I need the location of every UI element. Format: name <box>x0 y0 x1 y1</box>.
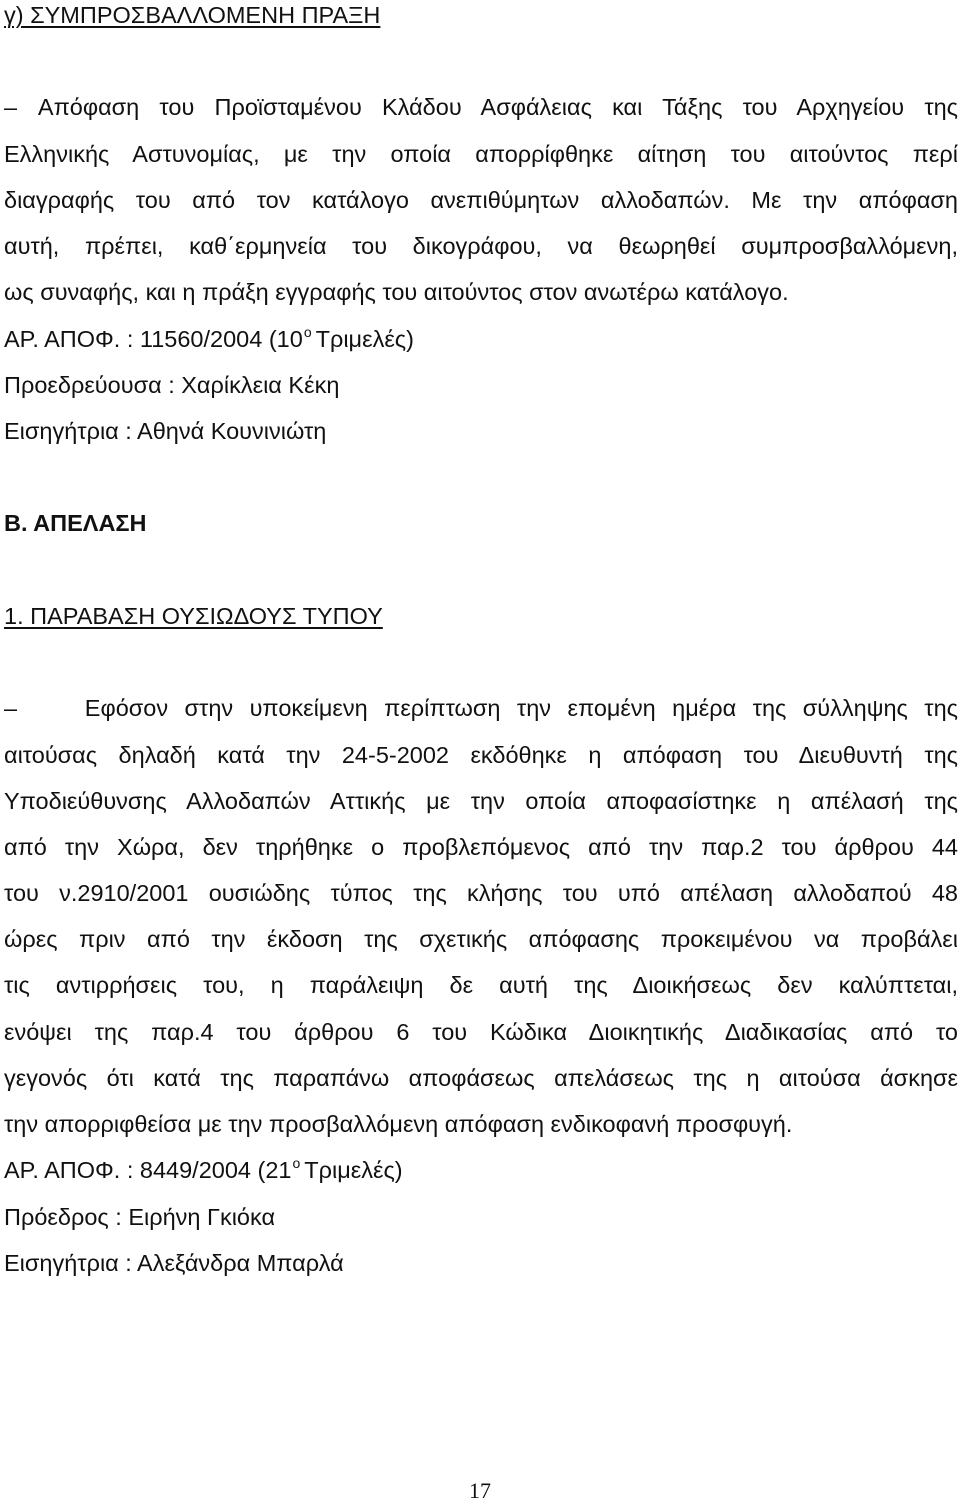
section-c-line-4: αυτή, πρέπει, καθ΄ερμηνεία του δικογράφου, να θεωρηθεί συμπροσβαλλόμενη, <box>4 233 958 259</box>
subsection-1-heading: 1. ΠΑΡΑΒΑΣΗ ΟΥΣΙΩΔΟΥΣ ΤΥΠΟΥ <box>4 603 383 629</box>
section-c-decision-number: ΑΡ. ΑΠΟΦ. : 11560/2004 ($10^o$ Τριμελές) <box>4 324 414 352</box>
subsection-1-rapporteur: Εισηγήτρια : Αλεξάνδρα Μπαρλά <box>4 1250 344 1276</box>
subsection-1-line-6: ώρες πριν από την έκδοση της σχετικής απόφασης προκειμένου να προβάλει <box>4 926 958 952</box>
subsection-1-line-9: γεγονός ότι κατά της παραπάνω αποφάσεως απελάσεως της η αιτούσα άσκησε <box>4 1065 958 1091</box>
section-c-heading: γ) ΣΥΜΠΡΟΣΒΑΛΛΟΜΕΝΗ ΠΡΑΞΗ <box>4 2 381 28</box>
subsection-1-president: Πρόεδρος : Ειρήνη Γκιόκα <box>4 1204 276 1230</box>
section-c-line-3: διαγραφής του από τον κατάλογο ανεπιθύμητων αλλοδαπών. Με την απόφαση <box>4 187 958 213</box>
subsection-1-line-5: του ν.2910/2001 ουσιώδης τύπος της κλήσης του υπό απέλαση αλλοδαπού 48 <box>4 880 958 906</box>
section-c-line-5: ως συναφής, και η πράξη εγγραφής του αιτούντος στον ανωτέρω κατάλογο. <box>4 279 789 305</box>
subsection-1-line-3: Υποδιεύθυνσης Αλλοδαπών Αττικής με την οποία αποφασίστηκε η απέλασή της <box>4 788 958 814</box>
section-c-line-1: – Απόφαση του Προϊσταμένου Κλάδου Ασφάλειας και Τάξης του Αρχηγείου της <box>4 94 958 120</box>
page-number: 17 <box>469 1478 491 1503</box>
subsection-1-line-1: – Εφόσον στην υποκείμενη περίπτωση την επομένη ημέρα της σύλληψης της <box>4 695 958 721</box>
dash-bullet: – <box>4 94 18 120</box>
section-c-president: Προεδρεύουσα : Χαρίκλεια Κέκη <box>4 372 340 398</box>
subsection-1-line-8: ενόψει της παρ.4 του άρθρου 6 του Κώδικα Διοικητικής Διαδικασίας από το <box>4 1019 958 1045</box>
subsection-1-line-7: τις αντιρρήσεις του, η παράλειψη δε αυτή της Διοικήσεως δεν καλύπτεται, <box>4 972 958 998</box>
subsection-1-line-10: την απορριφθείσα με την προσβαλλόμενη απόφαση ενδικοφανή προσφυγή. <box>4 1111 793 1137</box>
section-b-heading: Β. ΑΠΕΛΑΣΗ <box>4 510 147 536</box>
subsection-1-line-4: από την Χώρα, δεν τηρήθηκε ο προβλεπόμενος από την παρ.2 του άρθρου 44 <box>4 834 958 860</box>
section-c-rapporteur: Εισηγήτρια : Αθηνά Κουνινιώτη <box>4 418 327 444</box>
dash-bullet: – <box>4 695 18 721</box>
subsection-1-decision-number: ΑΡ. ΑΠΟΦ. : 8449/2004 ($21^o$ Τριμελές) <box>4 1155 403 1183</box>
section-c-line-2: Ελληνικής Αστυνομίας, με την οποία απορρίφθηκε αίτηση του αιτούντος περί <box>4 141 958 167</box>
subsection-1-line-2: αιτούσας δηλαδή κατά την 24-5-2002 εκδόθηκε η απόφαση του Διευθυντή της <box>4 742 958 768</box>
